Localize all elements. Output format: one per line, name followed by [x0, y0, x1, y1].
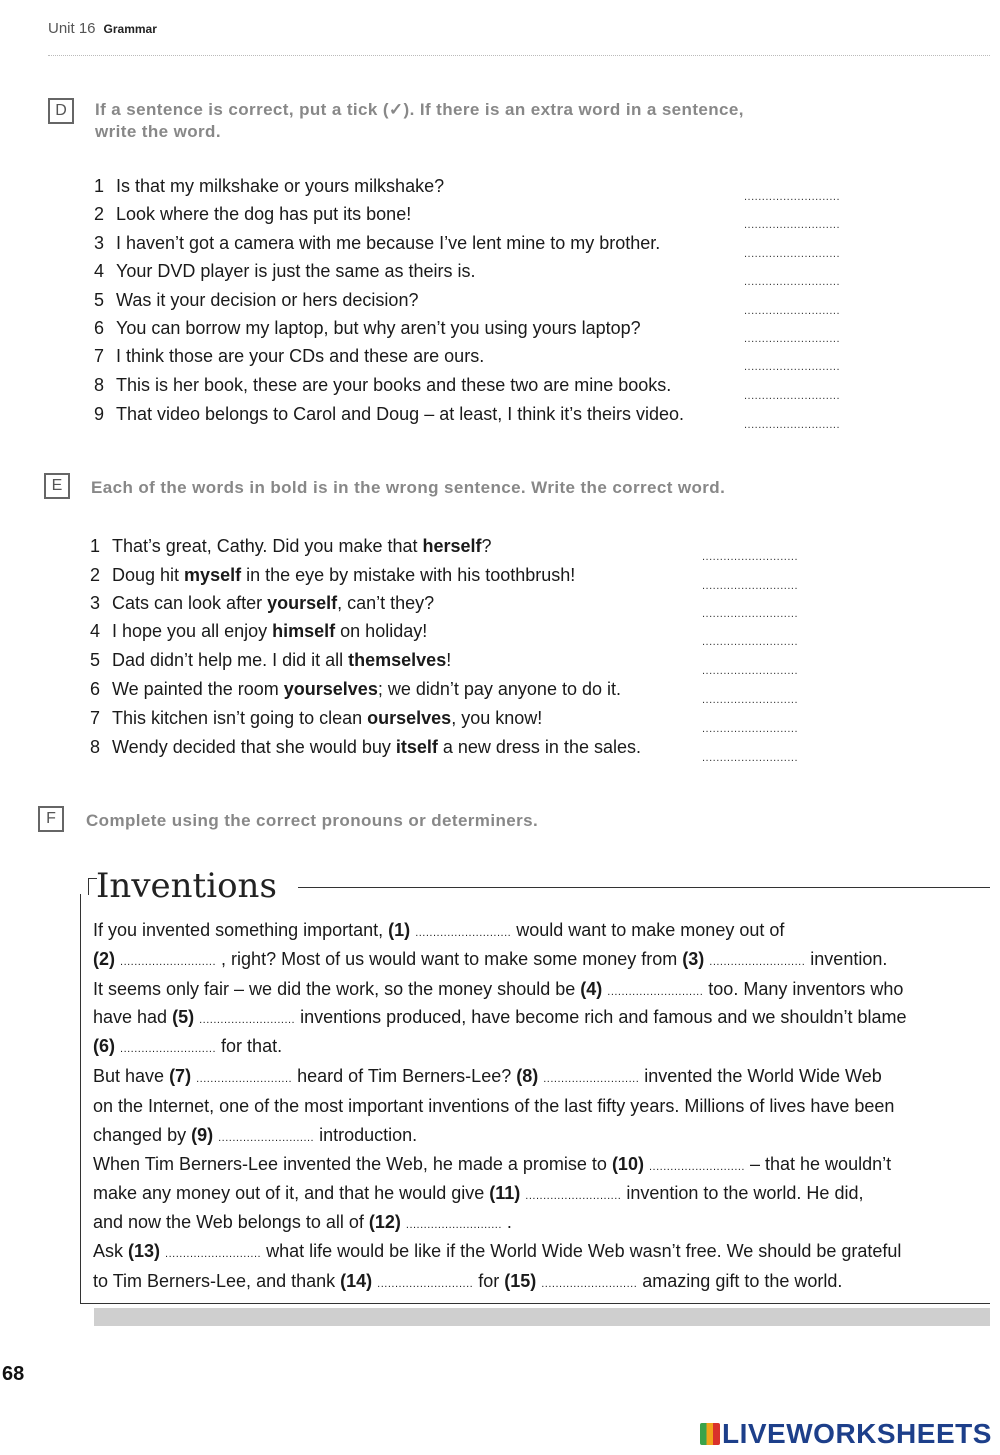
title-rule: [298, 887, 990, 888]
answer-blank[interactable]: ...........................: [702, 694, 799, 706]
answer-blank[interactable]: ...........................: [744, 361, 841, 373]
gap-13[interactable]: ...........................: [165, 1248, 262, 1260]
passage-line-4: have had (5) ........................... inventions produced, have become rich and famous and we shouldn’t blame: [93, 1007, 907, 1027]
section-e-letter: E: [44, 473, 70, 499]
passage-line-6: But have (7) ........................... heard of Tim Berners-Lee? (8) ........................... invented the World Wide Web: [93, 1066, 882, 1086]
section-d-item-2: 2 Look where the dog has put its bone!: [94, 204, 412, 224]
answer-blank[interactable]: ...........................: [702, 723, 799, 735]
answer-blank[interactable]: ...........................: [744, 305, 841, 317]
answer-blank[interactable]: ...........................: [702, 551, 799, 563]
section-e-item-1: 1 That’s great, Cathy. Did you make that herself?: [90, 536, 492, 556]
section-e-instruction: Each of the words in bold is in the wrong sentence. Write the correct word.: [91, 478, 726, 497]
section-e-item-2: 2 Doug hit myself in the eye by mistake with his toothbrush!: [90, 565, 576, 585]
gap-7[interactable]: ...........................: [196, 1073, 293, 1085]
page-header: [48, 20, 157, 38]
section-d-item-6: 6 You can borrow my laptop, but why aren’t you using yours laptop?: [94, 318, 641, 338]
section-e-item-8: 8 Wendy decided that she would buy itself a new dress in the sales.: [90, 737, 641, 757]
answer-blank[interactable]: ...........................: [702, 752, 799, 764]
section-d-letter: D: [48, 98, 74, 124]
page-number: 68: [2, 1363, 25, 1385]
section-e-item-4: 4 I hope you all enjoy himself on holiday!: [90, 621, 428, 641]
passage-title: Inventions: [96, 866, 277, 906]
section-f-letter: F: [38, 806, 64, 832]
answer-blank[interactable]: ...........................: [702, 636, 799, 648]
section-e-item-3: 3 Cats can look after yourself, can’t they?: [90, 593, 435, 613]
answer-blank[interactable]: ...........................: [702, 608, 799, 620]
passage-line-3: It seems only fair – we did the work, so the money should be (4) ........................... too. Many inventors who: [93, 979, 904, 999]
passage-line-8: changed by (9) ........................... introduction.: [93, 1125, 418, 1145]
gap-6[interactable]: ...........................: [120, 1043, 217, 1055]
answer-blank[interactable]: ...........................: [744, 248, 841, 260]
section-d-item-5: 5 Was it your decision or hers decision?: [94, 290, 419, 310]
section-e-item-7: 7 This kitchen isn’t going to clean ourselves, you know!: [90, 708, 543, 728]
section-e-item-6: 6 We painted the room yourselves; we didn’t pay anyone to do it.: [90, 679, 621, 699]
gap-10[interactable]: ...........................: [648, 1161, 745, 1173]
gap-5[interactable]: ...........................: [199, 1014, 296, 1026]
answer-blank[interactable]: ...........................: [702, 580, 799, 592]
gap-8[interactable]: ...........................: [543, 1073, 640, 1085]
gap-11[interactable]: ...........................: [525, 1190, 622, 1202]
section-e-item-5: 5 Dad didn’t help me. I did it all themselves!: [90, 650, 452, 670]
section-d-item-3: 3 I haven’t got a camera with me because I’ve lent mine to my brother.: [94, 233, 661, 253]
passage-line-1: If you invented something important, (1) ........................... would want to make money out of: [93, 920, 785, 940]
passage-box-left: [80, 894, 82, 1304]
passage-line-2: (2) ........................... , right? Most of us would want to make some money from (3) ........................... invention.: [93, 949, 888, 969]
answer-blank[interactable]: ...........................: [744, 333, 841, 345]
section-d-instruction: If a sentence is correct, put a tick (✓). If there is an extra word in a sentence, write the word.: [95, 100, 744, 141]
passage-line-9: When Tim Berners-Lee invented the Web, he made a promise to (10) ........................... – that he wouldn’t: [93, 1154, 892, 1174]
gap-1[interactable]: ...........................: [415, 927, 512, 939]
liveworksheets-logo: LIVEWORKSHEETS: [700, 1418, 992, 1450]
passage-line-12: Ask (13) ........................... what life would be like if the World Wide Web wasn’t free. We should be grateful: [93, 1241, 902, 1261]
gap-3[interactable]: ...........................: [709, 956, 806, 968]
passage-box-bottom: [80, 1303, 990, 1304]
answer-blank[interactable]: ...........................: [744, 191, 841, 203]
passage-line-7: on the Internet, one of the most important inventions of the last fifty years. Millions of lives have been: [93, 1096, 895, 1116]
grammar-label: Grammar: [103, 22, 157, 36]
answer-blank[interactable]: ...........................: [744, 219, 841, 231]
section-d-item-4: 4 Your DVD player is just the same as theirs is.: [94, 261, 476, 281]
section-d-item-7: 7 I think those are your CDs and these are ours.: [94, 346, 485, 366]
header-divider: [48, 55, 990, 56]
liveworksheets-logo-icon: [700, 1423, 720, 1445]
gap-12[interactable]: ...........................: [405, 1219, 502, 1231]
unit-label: Unit 16: [48, 20, 96, 37]
gap-15[interactable]: ...........................: [541, 1278, 638, 1290]
answer-blank[interactable]: ...........................: [744, 390, 841, 402]
answer-blank[interactable]: ...........................: [744, 419, 841, 431]
section-d-item-9: 9 That video belongs to Carol and Doug – at least, I think it’s theirs video.: [94, 404, 684, 424]
answer-blank[interactable]: ...........................: [702, 665, 799, 677]
passage-line-13: to Tim Berners-Lee, and thank (14) ........................... for (15) ........................... amazing gift to the world.: [93, 1271, 843, 1291]
passage-line-10: make any money out of it, and that he would give (11) ........................... invention to the world. He did,: [93, 1183, 864, 1203]
gap-2[interactable]: ...........................: [120, 956, 217, 968]
passage-line-11: and now the Web belongs to all of (12) ........................... .: [93, 1212, 512, 1232]
answer-blank[interactable]: ...........................: [744, 276, 841, 288]
gap-9[interactable]: ...........................: [218, 1132, 315, 1144]
section-f-instruction: Complete using the correct pronouns or determiners.: [86, 811, 539, 830]
passage-line-5: (6) ........................... for that.: [93, 1036, 283, 1056]
gap-14[interactable]: ...........................: [377, 1278, 474, 1290]
section-d-item-8: 8 This is her book, these are your books and these two are mine books.: [94, 375, 672, 395]
section-d-item-1: 1 Is that my milkshake or yours milkshake?: [94, 176, 445, 196]
passage-shadow: [94, 1308, 990, 1326]
gap-4[interactable]: ...........................: [607, 986, 704, 998]
